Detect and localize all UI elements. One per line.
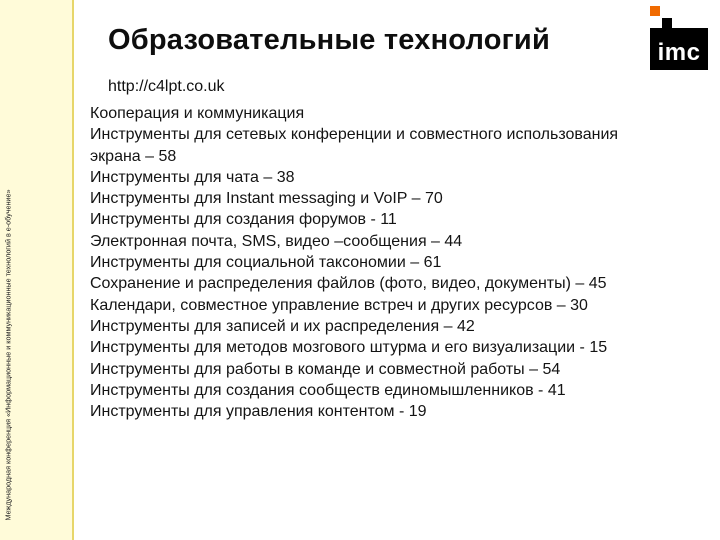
- list-item: Инструменты для Instant messaging и VoIP – 70: [90, 190, 443, 208]
- list-item: Сохранение и распределения файлов (фото, видео, документы) – 45: [90, 275, 607, 293]
- list-item: Инструменты для работы в команде и совместной работы – 54: [90, 360, 561, 378]
- logo-orange-square: [650, 6, 660, 16]
- list-item: Инструменты для записей и их распределения – 42: [90, 317, 475, 335]
- list-item: Календари, совместное управление встреч и других ресурсов – 30: [90, 296, 588, 314]
- list-item: Инструменты для управления контентом - 19: [90, 403, 427, 421]
- list-item: Инструменты для создания сообществ единомышленников - 41: [90, 381, 566, 399]
- source-url: http://c4lpt.co.uk: [108, 78, 225, 95]
- side-divider: [72, 0, 74, 540]
- logo-black-square: [662, 18, 672, 28]
- slide-title: Образовательные технологий: [108, 24, 550, 56]
- tool-list: [90, 103, 665, 422]
- list-item: Инструменты для социальной таксономии – 61: [90, 254, 442, 272]
- list-item: Инструменты для сетевых конференции и совместного использования экрана – 58: [90, 126, 619, 165]
- imc-logo-text: imc: [657, 39, 701, 66]
- list-item: Инструменты для методов мозгового штурма и его визуализации - 15: [90, 339, 608, 357]
- imc-logo: [650, 28, 708, 70]
- list-item: Электронная почта, SMS, видео –сообщения – 44: [90, 232, 463, 250]
- list-heading: Кооперация и коммуникация: [90, 105, 305, 122]
- list-item: Инструменты для чата – 38: [90, 168, 295, 186]
- list-item: Инструменты для создания форумов - 11: [90, 211, 397, 229]
- conference-caption: [0, 0, 16, 540]
- conference-caption-text: Международная конференция «Информационные и коммуникационные технологий в e-обучение»: [3, 189, 13, 521]
